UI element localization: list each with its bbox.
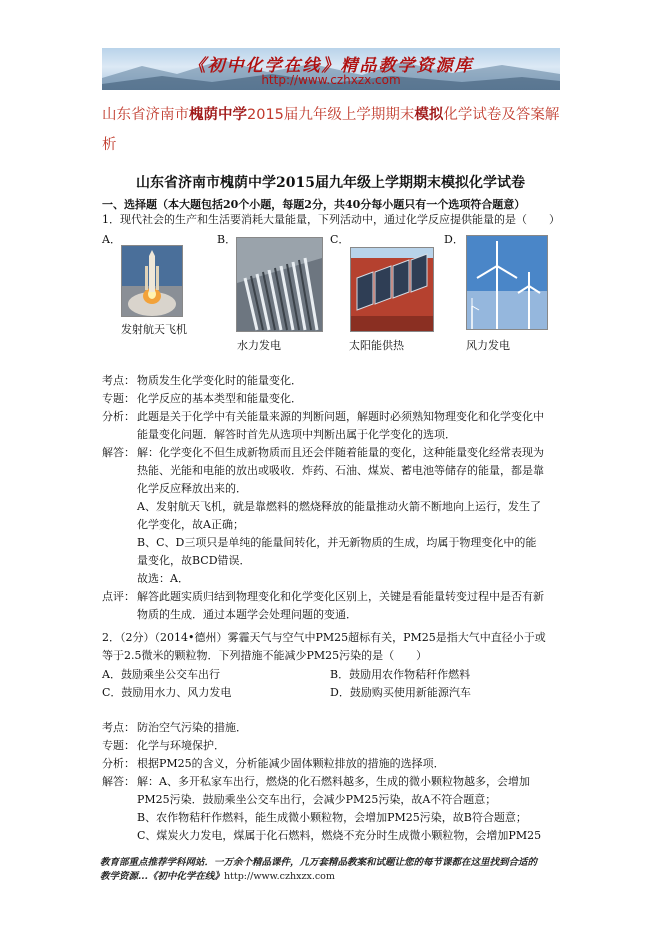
q1-fenxi-row [102, 408, 572, 444]
q1-caption-a: 发射航天飞机 [121, 323, 187, 336]
q2-stem-line-2: 等于2.5微米的颗粒物．下列措施不能减少PM25污染的是（ ） [102, 649, 428, 662]
q2-zhuanti-label: 专题： [102, 739, 135, 752]
solar-panel-photo [350, 247, 434, 332]
q1-caption-c: 太阳能供热 [349, 339, 404, 352]
q1-jieda-line-1: 解：化学变化不但生成新物质而且还会伴随着能量的变化，这种能量变化经常表现为 [137, 446, 544, 459]
q2-jieda-line-1: 解：A、多开私家车出行，燃烧的化石燃料越多，生成的微小颗粒物越多，会增加 [137, 775, 530, 788]
q1-fenxi-label: 分析： [102, 410, 135, 423]
q2-jieda-line-2: PM25污染．鼓励乘坐公交车出行，会减少PM25污染，故A不符合题意； [137, 793, 497, 806]
q1-kaodian-label: 考点： [102, 374, 135, 387]
q2-jieda-line-3: B、农作物秸秆作燃料，能生成微小颗粒物，会增加PM25污染，故B符合题意； [137, 811, 527, 824]
q1-analysis [102, 372, 572, 624]
footer-url[interactable]: http://www.czhxzx.com [223, 871, 335, 882]
q1-jieda-line-4: A、发射航天飞机，就是靠燃料的燃烧释放的能量推动火箭不断地向上运行，发生了 [137, 500, 541, 513]
q1-jieda-line-8: 故选：A． [137, 572, 189, 585]
q2-option-c: C．鼓励用水力、风力发电 [102, 686, 232, 699]
q1-jieda-label: 解答： [102, 446, 135, 459]
page-footer [100, 856, 570, 884]
q1-kaodian: 物质发生化学变化时的能量变化． [137, 374, 302, 387]
q2-jieda-row [102, 773, 572, 845]
doc-title-part5: 化学试卷及答案解析 [102, 107, 560, 153]
q1-jieda-line-6: B、C、D三项只是单纯的能量间转化，并无新物质的生成，均属于物理变化中的能 [137, 536, 537, 549]
q1-caption-d: 风力发电 [466, 339, 510, 352]
q2-fenxi: 根据PM25的含义，分析能减少固体颗粒排放的措施的选择项． [137, 757, 445, 770]
q2-fenxi-label: 分析： [102, 757, 135, 770]
doc-title-mock: 模拟 [414, 107, 444, 123]
doc-title-school: 槐荫中学 [189, 107, 247, 123]
banner-title: 《初中化学在线》精品教学资源库 [188, 56, 474, 76]
q2-fenxi-row [102, 755, 572, 773]
q1-dianping-label: 点评： [102, 590, 135, 603]
q1-option-a-letter: A． [102, 233, 121, 246]
site-banner [102, 48, 560, 90]
q1-stem: 1．现代社会的生产和生活要消耗大量能量，下列活动中，通过化学反应提供能量的是（ ） [102, 213, 560, 226]
q1-option-b-letter: B． [217, 233, 237, 246]
q2-option-d: D．鼓励购买使用新能源汽车 [330, 686, 471, 699]
rocket-launch-photo [121, 245, 183, 317]
document-title [102, 100, 562, 160]
exam-title: 山东省济南市槐荫中学2015届九年级上学期期末模拟化学试卷 [136, 175, 525, 191]
q2-option-b: B．鼓励用农作物秸秆作燃料 [330, 668, 471, 681]
q2-zhuanti: 化学与环境保护． [137, 739, 225, 752]
q2-kaodian: 防治空气污染的措施． [137, 721, 247, 734]
q2-analysis [102, 719, 572, 845]
doc-title-part3: 2015届九年级上学期期末 [247, 107, 415, 123]
q1-jieda-line-7: 量变化，故BCD错误． [137, 554, 251, 567]
q1-option-c-letter: C． [330, 233, 350, 246]
q2-kaodian-row [102, 719, 572, 737]
q1-fenxi-line-2: 能量变化问题．解答时首先从选项中判断出属于化学变化的选项． [137, 428, 456, 441]
q1-dianping-row [102, 588, 572, 624]
wind-turbine-photo [466, 235, 548, 330]
q1-zhuanti-label: 专题： [102, 392, 135, 405]
doc-title-part1: 山东省济南市 [102, 107, 189, 123]
q2-stem-line-1: 2．（2分）（2014•德州）雾霾天气与空气中PM25超标有关，PM25是指大气中直径小于或 [102, 631, 546, 644]
banner-url[interactable]: http://www.czhxzx.com [261, 73, 401, 87]
footer-line-2: 教学资源...《初中化学在线》 [100, 871, 224, 882]
q2-jieda-line-4: C、煤炭火力发电，煤属于化石燃料，燃烧不充分时生成微小颗粒物，会增加PM25 [137, 829, 542, 842]
q2-jieda-label: 解答： [102, 775, 135, 788]
q1-caption-b: 水力发电 [237, 339, 281, 352]
dam-spillway-photo [236, 237, 323, 332]
q1-zhuanti: 化学反应的基本类型和能量变化． [137, 392, 302, 405]
q1-jieda-row [102, 444, 572, 588]
q1-jieda-line-2: 热能、光能和电能的放出或吸收．炸药、石油、煤炭、蓄电池等储存的能量，都是靠 [137, 464, 544, 477]
q1-kaodian-row [102, 372, 572, 390]
q1-zhuanti-row [102, 390, 572, 408]
q2-option-a: A．鼓励乘坐公交车出行 [102, 668, 220, 681]
q2-kaodian-label: 考点： [102, 721, 135, 734]
footer-line-2-wrap [100, 870, 570, 884]
q1-fenxi-line-1: 此题是关于化学中有关能量来源的判断问题，解题时必须熟知物理变化和化学变化中 [137, 410, 544, 423]
q1-dianping-line-2: 物质的生成．通过本题学会处理问题的变通． [137, 608, 357, 621]
q1-jieda-line-3: 化学反应释放出来的． [137, 482, 247, 495]
q1-option-d-letter: D． [444, 233, 464, 246]
q2-zhuanti-row [102, 737, 572, 755]
q1-dianping-line-1: 解答此题实质归结到物理变化和化学变化区别上，关键是看能量转变过程中是否有新 [137, 590, 544, 603]
q1-jieda-line-5: 化学变化，故A正确； [137, 518, 244, 531]
section-header: 一、选择题（本大题包括20个小题，每题2分，共40分每小题只有一个选项符合题意） [102, 198, 526, 211]
footer-line-1: 教育部重点推荐学科网站．一万余个精品课件，几万套精品教案和试题让您的每节课都在这里找到合适的 [100, 857, 538, 868]
